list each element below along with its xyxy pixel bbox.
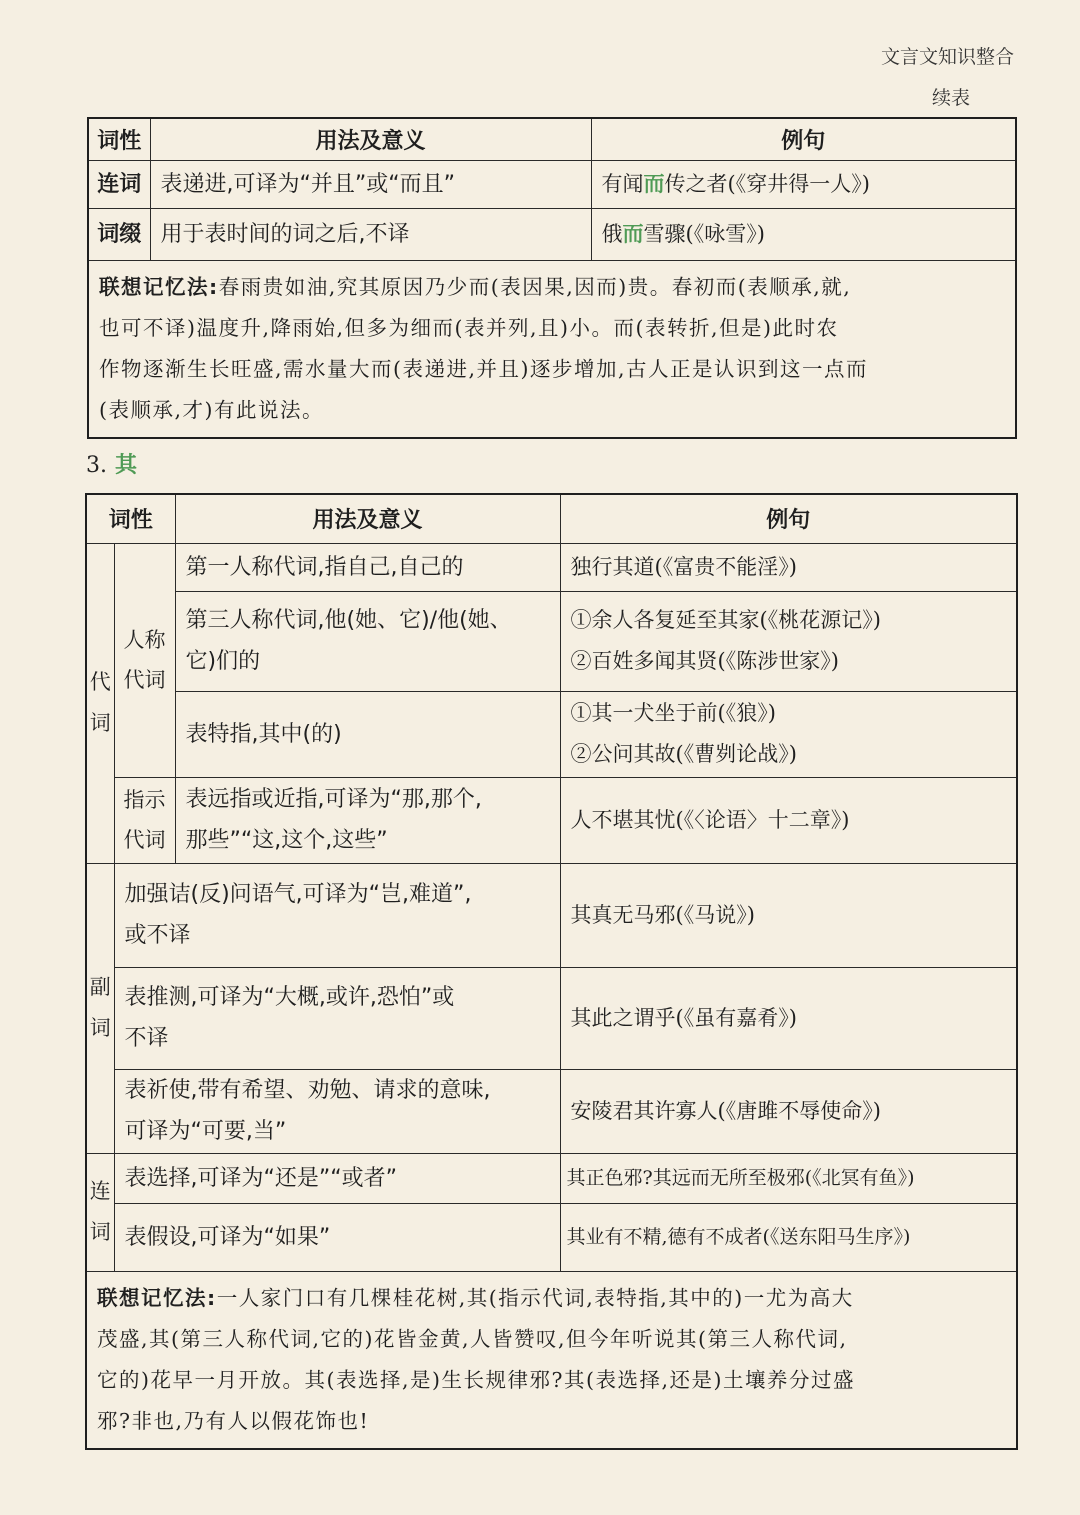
table-row [86,777,1017,863]
usage-cell: 表推测,可译为“大概,或许,恐怕”或 不译 [114,967,560,1069]
usage-cell: 表选择,可译为“还是”“或者” [114,1153,560,1203]
table-row [86,543,1017,591]
col-header-usage: 用法及意义 [150,118,591,160]
table-row [86,591,1017,691]
pos-group-conjunction: 连词 [86,1153,114,1271]
col-header-example: 例句 [560,494,1017,543]
table-row [86,1203,1017,1271]
col-header-usage: 用法及意义 [175,494,560,543]
example-cell: 其业有不精,德有不成者(《送东阳马生序》) [560,1203,1017,1271]
page-header-title: 文言文知识整合 [880,46,1014,68]
example-cell: 独行其道(《富贵不能淫》) [560,543,1017,591]
pos-group-pronoun: 代词 [86,543,114,863]
usage-cell: 表祈使,带有希望、劝勉、请求的意味, 可译为“可要,当” [114,1069,560,1153]
memory-tip-line: (表顺承,才)有此说法。 [99,397,325,422]
subcat-demonstrative-pronoun: 指示代词 [114,777,175,863]
example-cell: 人不堪其忧(《〈论语〉十二章》) [560,777,1017,863]
table-continued-label: 续表 [931,87,970,109]
memory-tip-label: 联想记忆法: [97,1285,217,1310]
table-row [88,160,1016,208]
usage-cell: 第一人称代词,指自己,自己的 [175,543,560,591]
table-row [86,967,1017,1069]
col-header-pos: 词性 [86,494,175,543]
example-cell: ①余人各复延至其家(《桃花源记》) ②百姓多闻其贤(《陈涉世家》) [560,591,1017,691]
table-er-continued [87,117,1017,439]
usage-cell: 表递进,可译为“并且”或“而且” [150,160,591,208]
table-row [86,863,1017,967]
memory-tip-line: 邪?非也,乃有人以假花饰也! [97,1408,370,1433]
example-cell: 安陵君其许寡人(《唐雎不辱使命》) [560,1069,1017,1153]
usage-cell: 表远指或近指,可译为“那,那个, 那些”“这,这个,这些” [175,777,560,863]
usage-cell: 第三人称代词,他(她、它)/他(她、 它)们的 [175,591,560,691]
memory-tip-label: 联想记忆法: [99,274,219,299]
usage-cell: 表特指,其中(的) [175,691,560,777]
table-qi [85,493,1018,1450]
usage-cell: 用于表时间的词之后,不译 [150,208,591,260]
table-row [86,691,1017,777]
table-row [86,1153,1017,1203]
memory-tip-line: 春雨贵如油,究其原因乃少而(表因果,因而)贵。春初而(表顺承,就, [218,274,852,299]
example-cell: 其正色邪?其远而无所至极邪(《北冥有鱼》) [560,1153,1017,1203]
pos-cell: 词缀 [88,208,150,260]
pos-group-adverb: 副词 [86,863,114,1153]
table-row [88,208,1016,260]
table-row [86,1069,1017,1153]
example-cell: 俄而雪骤(《咏雪》) [591,208,1016,260]
memory-tip-line: 它的)花早一月开放。其(表选择,是)生长规律邪?其(表选择,还是)土壤养分过盛 [97,1367,856,1392]
usage-cell: 表假设,可译为“如果” [114,1203,560,1271]
example-cell: 其此之谓乎(《虽有嘉肴》) [560,967,1017,1069]
memory-tip [86,1271,1017,1449]
example-cell: 有闻而传之者(《穿井得一人》) [591,160,1016,208]
example-cell: 其真无马邪(《马说》) [560,863,1017,967]
col-header-pos: 词性 [88,118,150,160]
example-cell: ①其一犬坐于前(《狼》) ②公问其故(《曹刿论战》) [560,691,1017,777]
usage-cell: 加强诘(反)问语气,可译为“岂,难道”, 或不译 [114,863,560,967]
section-heading: 3. 其 [86,453,138,478]
memory-tip-line: 一人家门口有几棵桂花树,其(指示代词,表特指,其中的)一尤为高大 [216,1285,854,1310]
memory-tip-line: 也可不译)温度升,降雨始,但多为细而(表并列,且)小。而(表转折,但是)此时农 [99,315,839,340]
pos-cell: 连词 [88,160,150,208]
subcat-personal-pronoun: 人称代词 [114,543,175,777]
memory-tip-line: 茂盛,其(第三人称代词,它的)花皆金黄,人皆赞叹,但今年听说其(第三人称代词, [97,1326,848,1351]
col-header-example: 例句 [591,118,1016,160]
memory-tip-line: 作物逐渐生长旺盛,需水量大而(表递进,并且)逐步增加,古人正是认识到这一点而 [99,356,869,381]
memory-tip [88,260,1016,438]
